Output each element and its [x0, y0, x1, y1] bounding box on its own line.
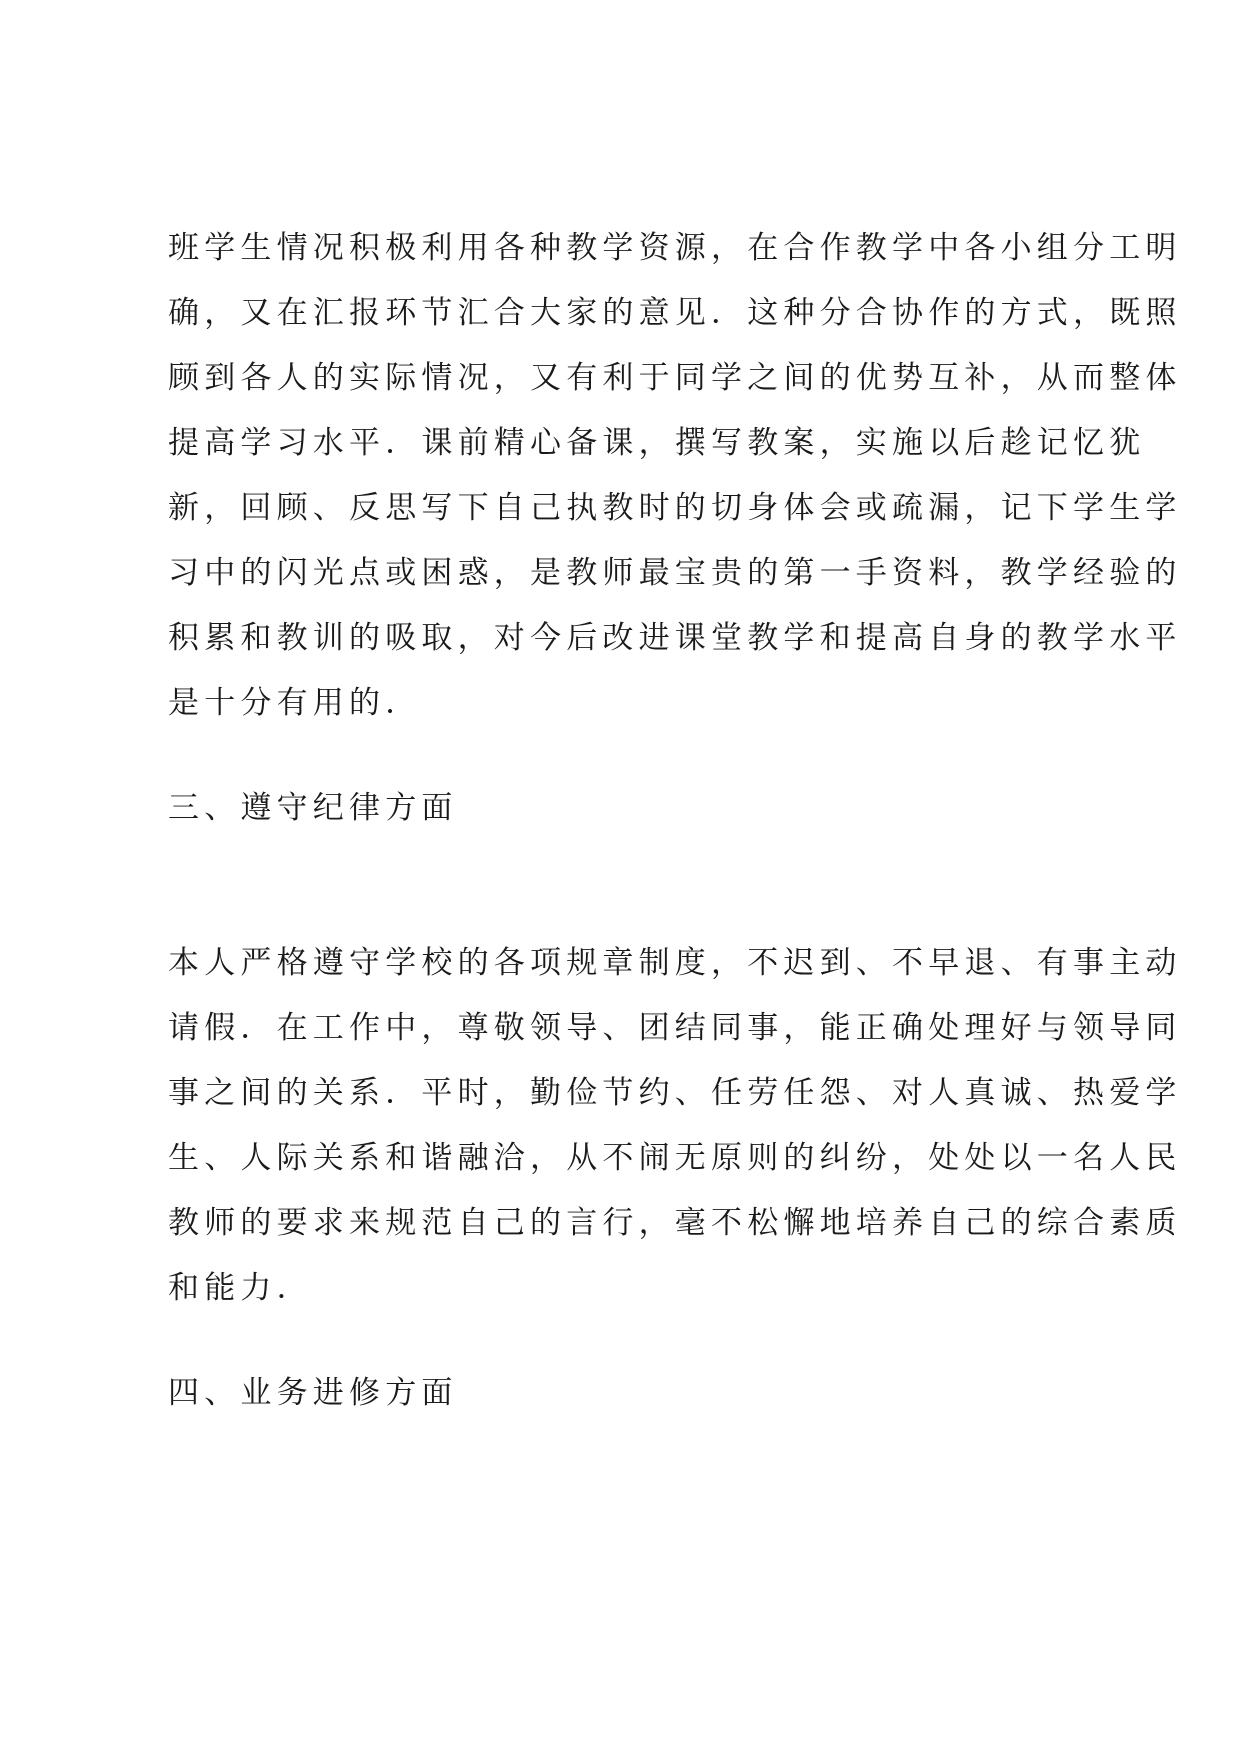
paragraph-1-line-4: 提高学习水平．课前精心备课，撰写教案，实施以后趁记忆犹	[168, 425, 1146, 461]
section-heading-discipline: 三、遵守纪律方面	[168, 790, 458, 826]
paragraph-1-line-2: 确，又在汇报环节汇合大家的意见．这种分合协作的方式，既照	[168, 295, 1182, 331]
paragraph-1-line-3: 顾到各人的实际情况，又有利于同学之间的优势互补，从而整体	[168, 360, 1182, 396]
paragraph-2-line-6: 和能力．	[168, 1270, 313, 1306]
paragraph-1-line-5: 新，回顾、反思写下自己执教时的切身体会或疏漏，记下学生学	[168, 490, 1182, 526]
paragraph-2-line-1: 本人严格遵守学校的各项规章制度，不迟到、不早退、有事主动	[168, 945, 1182, 981]
paragraph-1-line-6: 习中的闪光点或困惑，是教师最宝贵的第一手资料，教学经验的	[168, 555, 1182, 591]
paragraph-1-line-8: 是十分有用的．	[168, 685, 422, 721]
paragraph-1-line-7: 积累和教训的吸取，对今后改进课堂教学和提高自身的教学水平	[168, 620, 1182, 656]
paragraph-2-line-4: 生、人际关系和谐融洽，从不闹无原则的纠纷，处处以一名人民	[168, 1140, 1182, 1176]
paragraph-2-line-3: 事之间的关系．平时，勤俭节约、任劳任怨、对人真诚、热爱学	[168, 1075, 1182, 1111]
paragraph-1-line-1: 班学生情况积极利用各种教学资源，在合作教学中各小组分工明	[168, 230, 1182, 266]
paragraph-2-line-2: 请假．在工作中，尊敬领导、团结同事，能正确处理好与领导同	[168, 1010, 1182, 1046]
paragraph-2-line-5: 教师的要求来规范自己的言行，毫不松懈地培养自己的综合素质	[168, 1205, 1182, 1241]
section-heading-professional-development: 四、业务进修方面	[168, 1375, 458, 1411]
